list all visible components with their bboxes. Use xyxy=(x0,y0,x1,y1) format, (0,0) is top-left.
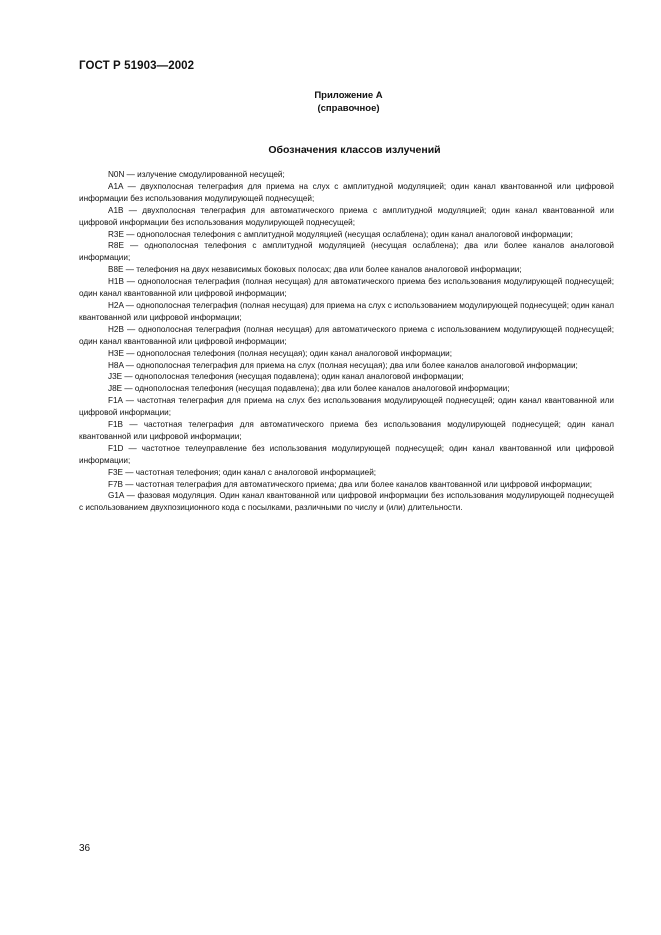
section-title xyxy=(0,144,661,156)
emission-code: F1A xyxy=(108,396,123,406)
emission-description: — однополосная телеграфия (полная несущая) для автоматического приема с использованием модулирующей поднесущей; один канал квантованной или цифровой информации; xyxy=(79,324,614,346)
emission-description: — фазовая модуляция. Один канал квантованной или цифровой информации без использования модулирующей поднесущей с использованием двухпозиционного кода с посылками, различными по числу и (или) длительности. xyxy=(79,491,614,513)
list-item xyxy=(79,300,614,324)
section-title-text: Обозначения классов излучений xyxy=(268,144,441,156)
emission-code: H2B xyxy=(108,324,124,334)
list-item xyxy=(79,467,614,479)
document-header: ГОСТ Р 51903—2002 xyxy=(79,60,195,72)
appendix-heading xyxy=(0,90,661,115)
emission-code: R3E xyxy=(108,229,124,239)
emission-description: — однополосная телефония (полная несущая); один канал аналоговой информации; xyxy=(123,348,452,358)
list-item xyxy=(79,324,614,348)
list-item xyxy=(79,443,614,467)
emission-description: — однополосная телефония (несущая подавлена); один канал аналоговой информации; xyxy=(122,372,464,382)
emission-description: — телефония на двух независимых боковых полосах; два или более каналов аналоговой информации; xyxy=(123,265,522,275)
list-item xyxy=(79,229,614,241)
emission-code: F7B xyxy=(108,479,124,489)
emission-code: F1D xyxy=(108,443,124,453)
emission-description: — излучение смодулированной несущей; xyxy=(124,170,285,179)
emission-description: — однополосная телефония (несущая подавлена); два или более каналов аналоговой информации; xyxy=(122,384,510,394)
list-item xyxy=(79,490,614,514)
emission-description: — однополосная телеграфия (полная несущая) для приема на слух с использованием модулирующей поднесущей; один канал квантованной или цифровой информации; xyxy=(79,300,614,322)
list-item xyxy=(79,264,614,276)
emission-description: — двухполосная телеграфия для автоматического приема с амплитудной модуляцией; один канал квантованной или цифровой информации без использования модулирующей поднесущей; xyxy=(79,205,614,227)
emission-description: — однополосная телефония с амплитудной модуляцией (несущая ослаблена); два или более каналов аналоговой информации; xyxy=(79,241,614,263)
emission-code: A1B xyxy=(108,205,124,215)
list-item xyxy=(79,479,614,491)
emission-code: B8E xyxy=(108,265,124,275)
emission-code: H1B xyxy=(108,277,124,287)
emission-description: — однополосная телеграфия для приема на слух (полная несущая); два или более каналов аналоговой информации; xyxy=(123,360,578,370)
emission-code: H8A xyxy=(108,360,124,370)
emission-description: — частотная телеграфия для автоматического приема без использования модулирующей поднесущей; один канал квантованной или цифровой информации; xyxy=(79,420,614,441)
emission-description: — частотное телеуправление без использования модулирующей поднесущей; один канал квантованной или цифровой информации; xyxy=(79,443,614,465)
list-item xyxy=(79,181,614,205)
appendix-title: Приложение А xyxy=(314,90,383,101)
list-item xyxy=(79,205,614,229)
emission-code: N0N xyxy=(108,170,125,179)
page-number: 36 xyxy=(79,843,91,854)
list-item xyxy=(79,276,614,300)
emission-code: F3E xyxy=(108,467,124,477)
list-item xyxy=(79,383,614,395)
emission-description: — частотная телеграфия для приема на слух без использования модулирующей поднесущей; один канал квантованной или цифровой информации; xyxy=(79,396,614,418)
emission-code: R8E xyxy=(108,241,124,251)
emission-code: F1B xyxy=(108,420,124,430)
emission-code: J3E xyxy=(108,372,123,382)
list-item xyxy=(79,360,614,372)
emission-class-list xyxy=(79,169,614,514)
emission-description: — двухполосная телеграфия для приема на слух с амплитудной модуляцией; один канал квантованной или цифровой информации без использования модулирующей поднесущей; xyxy=(79,181,614,203)
emission-description: — частотная телеграфия для автоматического приема; два или более каналов квантованной или цифровой информации; xyxy=(123,479,593,489)
list-item xyxy=(79,348,614,360)
list-item xyxy=(79,169,614,181)
list-item xyxy=(79,371,614,383)
list-item xyxy=(79,240,614,264)
emission-code: G1A xyxy=(108,491,124,501)
emission-code: H3E xyxy=(108,348,124,358)
emission-description: — однополосная телеграфия (полная несущая) для автоматического приема без использования модулирующей поднесущей; один канал квантованной или цифровой информации; xyxy=(79,277,614,299)
emission-code: J8E xyxy=(108,384,123,394)
emission-code: A1A xyxy=(108,181,124,191)
emission-code: H2A xyxy=(108,300,124,310)
list-item xyxy=(79,419,614,443)
emission-description: — однополосная телефония с амплитудной модуляцией (несущая ослаблена); один канал аналоговой информации; xyxy=(123,229,573,239)
appendix-note: (справочное) xyxy=(317,102,380,114)
list-item xyxy=(79,395,614,419)
emission-description: — частотная телефония; один канал с аналоговой информацией; xyxy=(123,467,377,477)
